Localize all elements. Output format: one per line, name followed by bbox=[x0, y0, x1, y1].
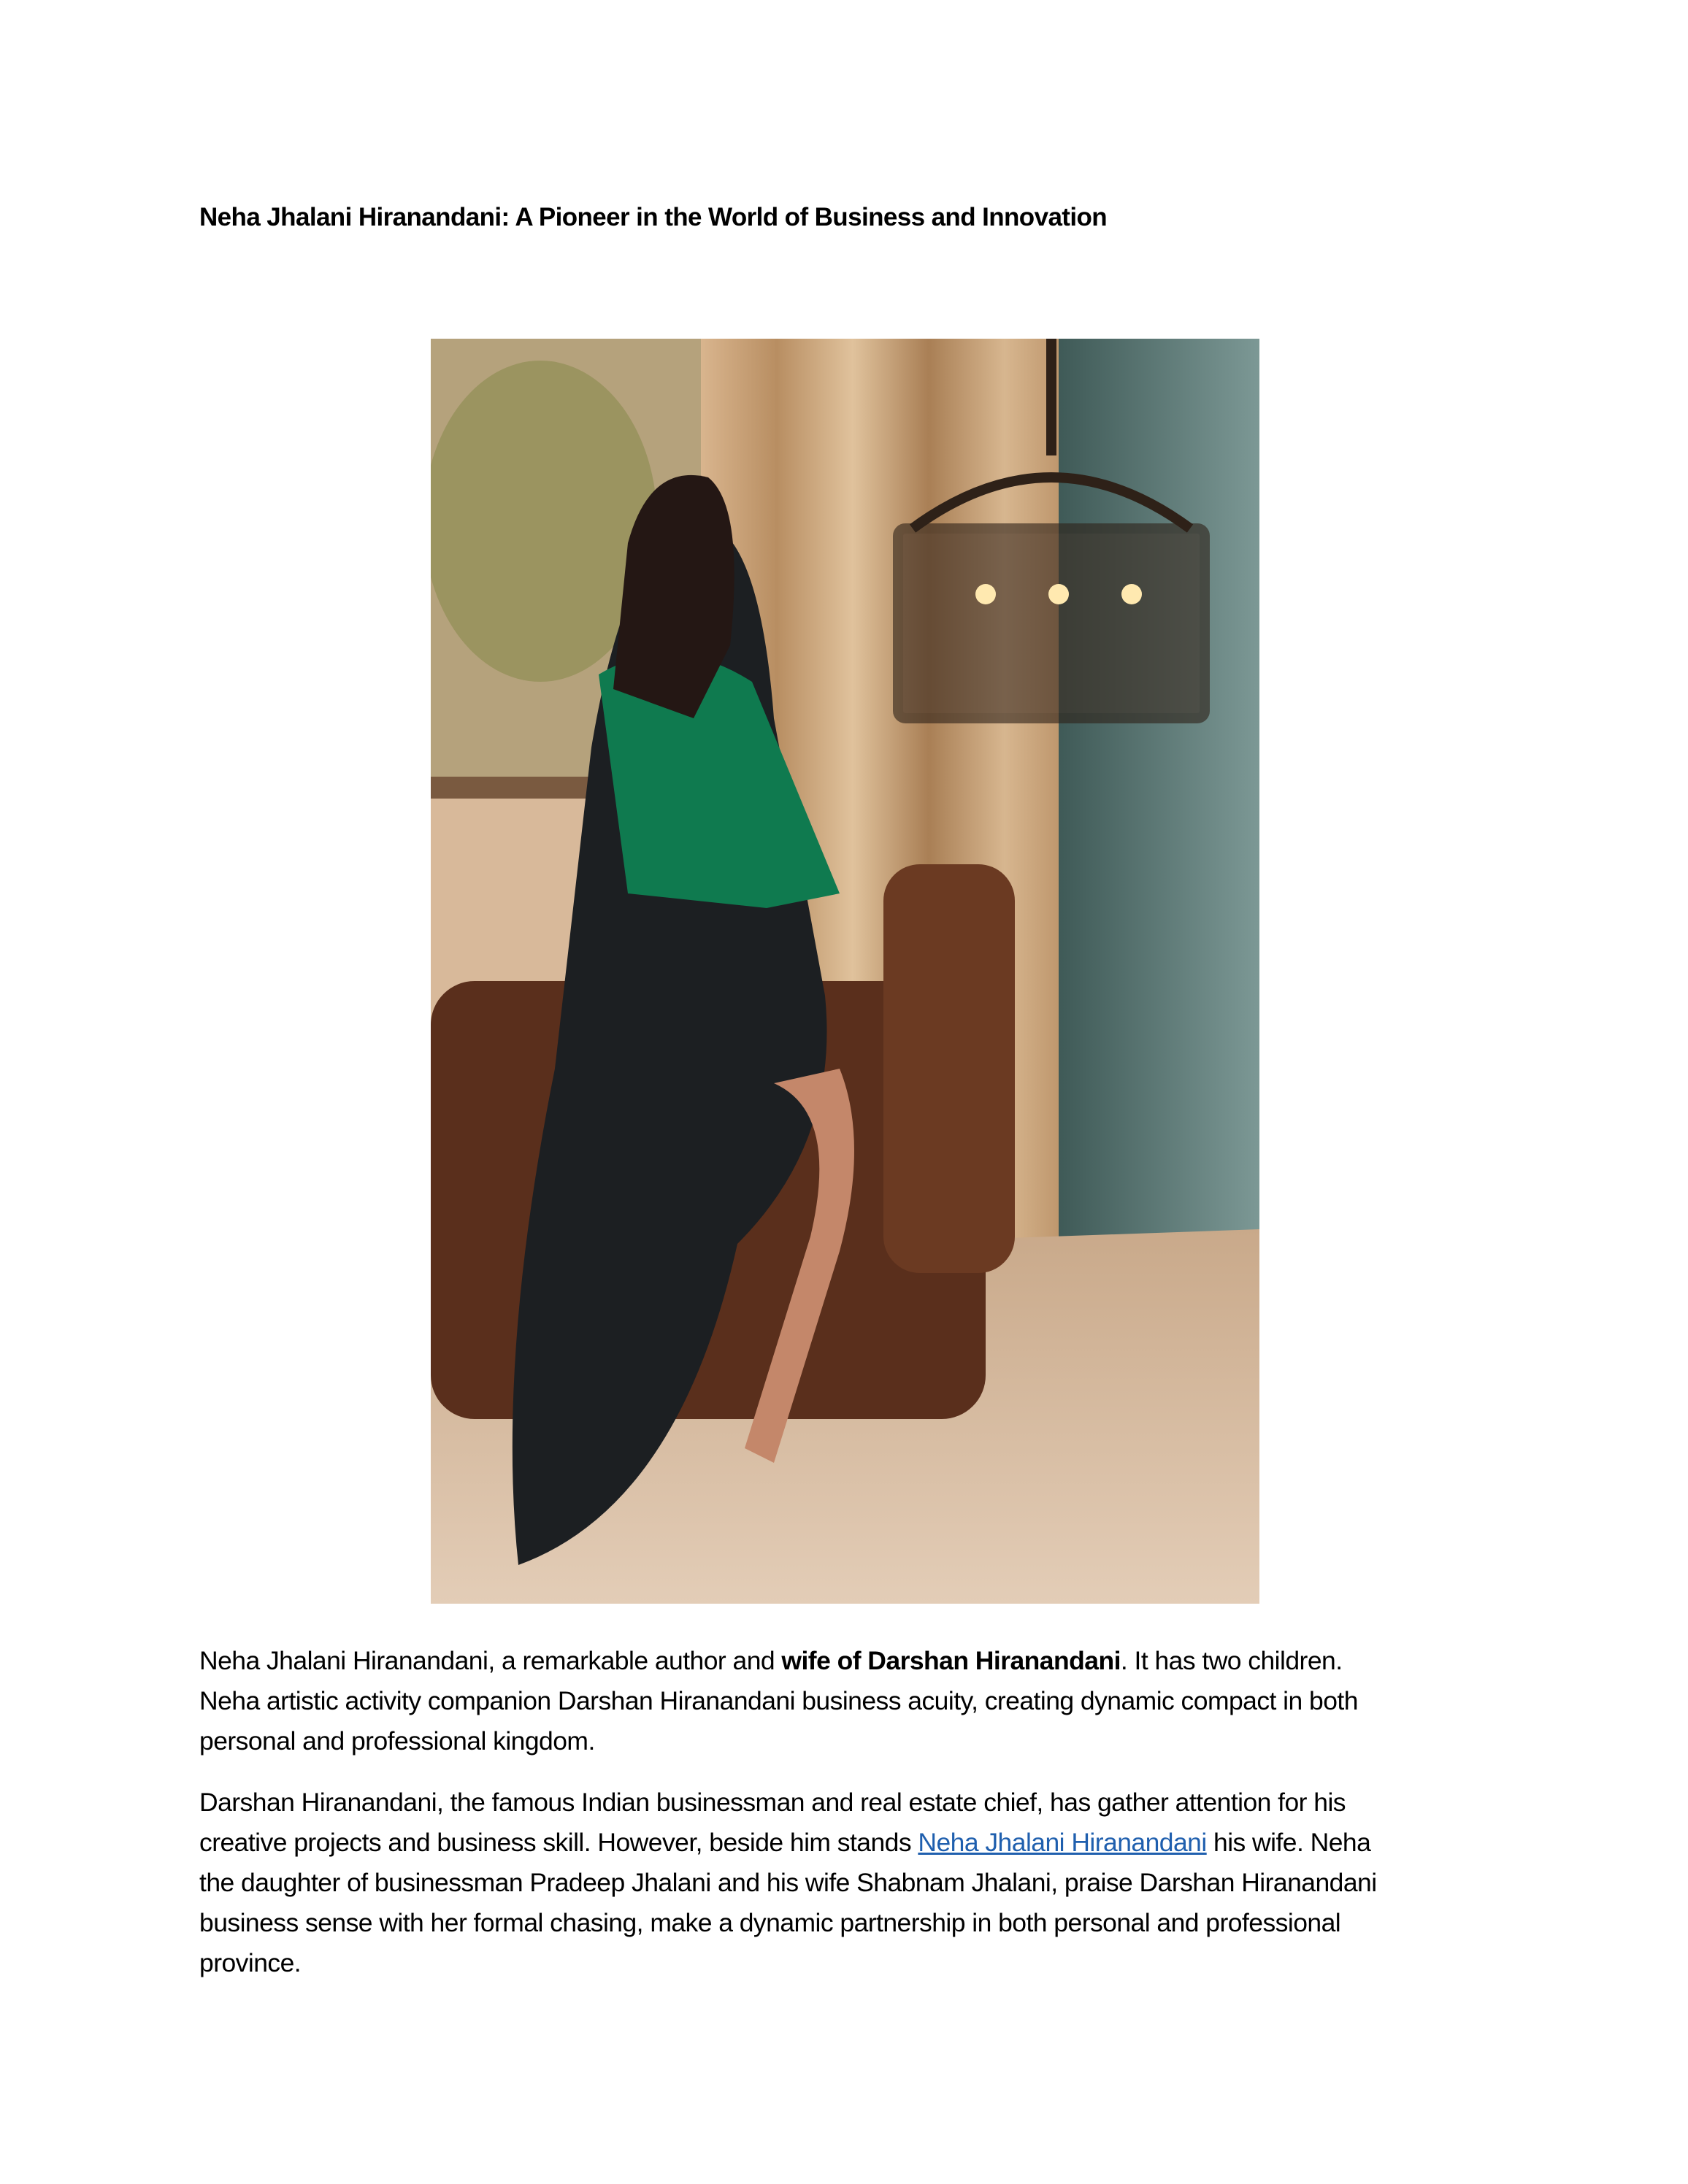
paragraph-intro bbox=[199, 1641, 1514, 1761]
paragraph-line: the daughter of businessman Pradeep Jhalani and his wife Shabnam Jhalani, praise Darshan Hiranandani bbox=[199, 1868, 1377, 1897]
text-span: his wife. Neha bbox=[1206, 1828, 1371, 1857]
paragraph-line: personal and professional kingdom. bbox=[199, 1726, 595, 1756]
document-title: Neha Jhalani Hiranandani: A Pioneer in the World of Business and Innovation bbox=[199, 203, 1108, 231]
text-span: . It has two children. bbox=[1120, 1646, 1343, 1675]
text-span: Neha Jhalani Hiranandani, a remarkable author and bbox=[199, 1646, 782, 1675]
portrait-photo bbox=[431, 339, 1259, 1604]
paragraph-line: province. bbox=[199, 1948, 302, 1977]
paragraph-line: Darshan Hiranandani, the famous Indian businessman and real estate chief, has gather attention for his bbox=[199, 1788, 1346, 1817]
paragraph-line: business sense with her formal chasing, make a dynamic partnership in both personal and professional bbox=[199, 1908, 1341, 1937]
paragraph-line bbox=[199, 1823, 1514, 1863]
paragraph-line bbox=[199, 1641, 1514, 1681]
neha-profile-link[interactable]: Neha Jhalani Hiranandani bbox=[918, 1828, 1207, 1857]
paragraph-partnership bbox=[199, 1783, 1514, 1983]
bold-text: wife of Darshan Hiranandani bbox=[781, 1646, 1121, 1675]
paragraph-line: Neha artistic activity companion Darshan Hiranandani business acuity, creating dynamic compact in both bbox=[199, 1686, 1358, 1715]
text-span: creative projects and business skill. However, beside him stands bbox=[199, 1828, 918, 1857]
